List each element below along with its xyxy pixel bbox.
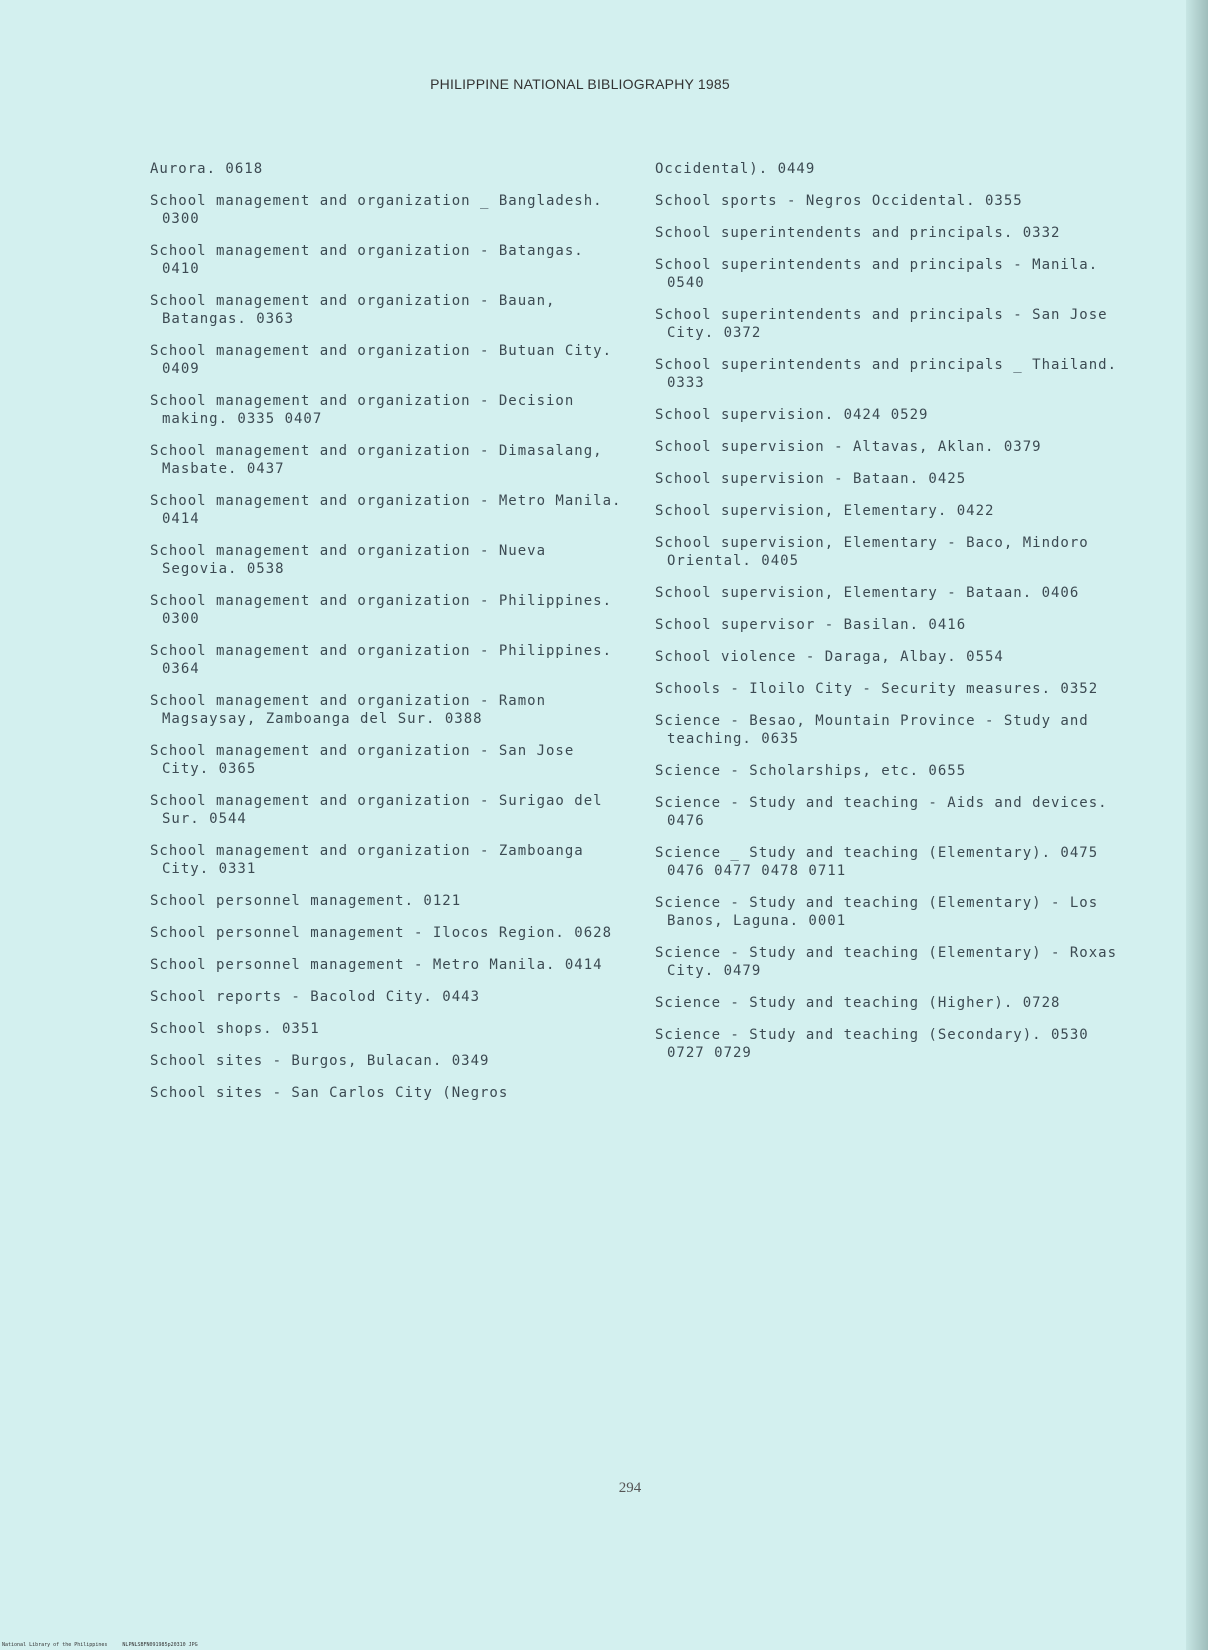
index-entry: School supervision - Altavas, Aklan. 0379 <box>655 439 1042 455</box>
index-entry: School management and organization - Philippines. 0300 <box>150 593 622 627</box>
index-entry: School management and organization - Nueva Segovia. 0538 <box>150 543 556 577</box>
index-entry: School management and organization - Butuan City. 0409 <box>150 343 622 377</box>
index-entry: School superintendents and principals _ Thailand. 0333 <box>655 357 1127 391</box>
index-entry: Science _ Study and teaching (Elementary). 0475 0476 0477 0478 0711 <box>655 845 1108 879</box>
index-entry: School personnel management - Metro Manila. 0414 <box>150 957 603 973</box>
index-entry: School management and organization - San Jose City. 0365 <box>150 743 584 777</box>
index-entry: School reports - Bacolod City. 0443 <box>150 989 481 1005</box>
index-entry: School sports - Negros Occidental. 0355 <box>655 193 1023 209</box>
index-entry: Science - Study and teaching (Secondary). 0530 0727 0729 <box>655 1027 1099 1061</box>
index-entry: School management and organization - Philippines. 0364 <box>150 643 622 677</box>
index-entry: Science - Study and teaching (Elementary) - Los Banos, Laguna. 0001 <box>655 895 1108 929</box>
index-entry: School management and organization - Surigao del Sur. 0544 <box>150 793 613 827</box>
index-entry: Science - Scholarships, etc. 0655 <box>655 763 967 779</box>
index-entry: School supervisor - Basilan. 0416 <box>655 617 967 633</box>
index-entry: School supervision, Elementary. 0422 <box>655 503 995 519</box>
index-entry: School sites - San Carlos City (Negros <box>150 1085 509 1101</box>
index-entry: School management and organization - Bauan, Batangas. 0363 <box>150 293 565 327</box>
index-entry: School supervision, Elementary - Baco, Mindoro Oriental. 0405 <box>655 535 1099 569</box>
index-entry: School management and organization _ Bangladesh. 0300 <box>150 193 613 227</box>
index-entry: Schools - Iloilo City - Security measures. 0352 <box>655 681 1099 697</box>
index-entry: School supervision. 0424 0529 <box>655 407 929 423</box>
footer-file: NLPNLSBFN091985p20310 JPG <box>122 1642 198 1648</box>
index-entry: Science - Study and teaching - Aids and devices. 0476 <box>655 795 1118 829</box>
index-entry: School management and organization - Zamboanga City. 0331 <box>150 843 594 877</box>
index-entry: School supervision - Bataan. 0425 <box>655 471 967 487</box>
index-entry: Science - Besao, Mountain Province - Study and teaching. 0635 <box>655 713 1099 747</box>
page-number: 294 <box>618 1480 642 1496</box>
index-entry: School management and organization - Dimasalang, Masbate. 0437 <box>150 443 613 477</box>
index-entry: Aurora. 0618 <box>150 161 264 177</box>
index-entry: School management and organization - Batangas. 0410 <box>150 243 594 277</box>
right-column <box>655 160 1135 1076</box>
left-column <box>150 160 630 1116</box>
index-entry: School personnel management. 0121 <box>150 893 462 909</box>
footer-source: National Library of the Philippines <box>2 1642 108 1648</box>
index-entry: Science - Study and teaching (Higher). 0728 <box>655 995 1061 1011</box>
index-entry: School sites - Burgos, Bulacan. 0349 <box>150 1053 490 1069</box>
scan-footer <box>2 1642 198 1648</box>
index-entry: School management and organization - Decision making. 0335 0407 <box>150 393 584 427</box>
index-entry: School management and organization - Metro Manila. 0414 <box>150 493 631 527</box>
index-entry: Occidental). 0449 <box>655 161 816 177</box>
index-entry: School management and organization - Ramon Magsaysay, Zamboanga del Sur. 0388 <box>150 693 556 727</box>
index-entry: School violence - Daraga, Albay. 0554 <box>655 649 1004 665</box>
index-entry: School supervision, Elementary - Bataan. 0406 <box>655 585 1080 601</box>
index-entry: School superintendents and principals - Manila. 0540 <box>655 257 1108 291</box>
index-entry: School shops. 0351 <box>150 1021 320 1037</box>
index-entry: School superintendents and principals. 0332 <box>655 225 1061 241</box>
page-title: PHILIPPINE NATIONAL BIBLIOGRAPHY 1985 <box>430 76 730 92</box>
index-entry: School superintendents and principals - San Jose City. 0372 <box>655 307 1118 341</box>
index-entry: Science - Study and teaching (Elementary) - Roxas City. 0479 <box>655 945 1127 979</box>
index-entry: School personnel management - Ilocos Region. 0628 <box>150 925 613 941</box>
page-edge-shadow <box>1186 0 1208 1650</box>
